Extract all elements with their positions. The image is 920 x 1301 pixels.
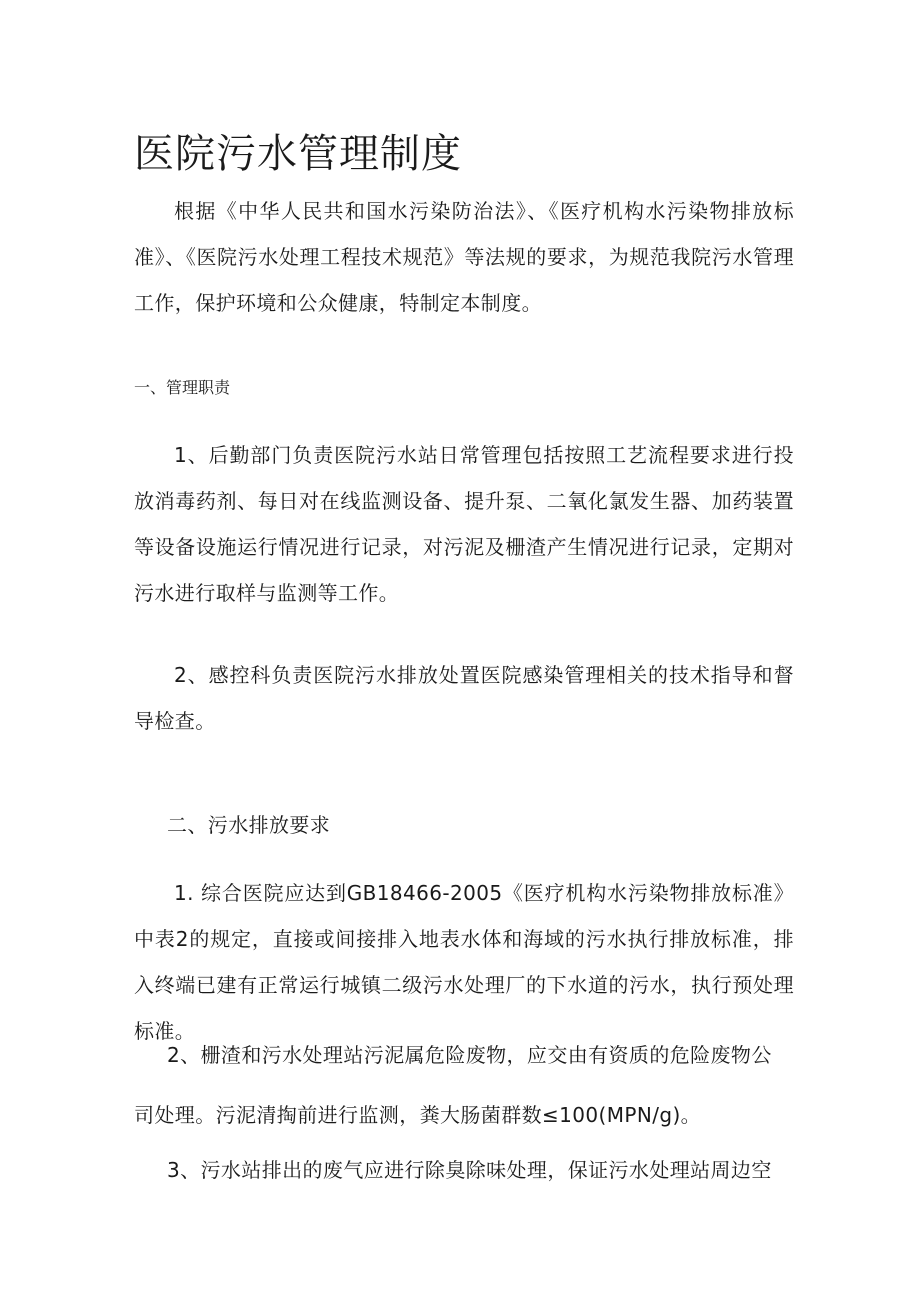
intro-paragraph: 根据《中华人民共和国水污染防治法》、《医疗机构水污染物排放标准》、《医院污水处理工程技术规范》等法规的要求，为规范我院污水管理工作，保护环境和公众健康，特制定本制度。 <box>134 199 794 315</box>
document-title: 医院污水管理制度 <box>134 131 462 177</box>
section2-item1: 1. 综合医院应达到GB18466-2005《医疗机构水污染物排放标准》中表2的规定，直接或间接排入地表水体和海域的污水执行排放标准，排入终端已建有正常运行城镇二级污水处理厂的下水道的污水，执行预处理标准。 <box>134 881 794 1043</box>
section1-item1: 1、后勤部门负责医院污水站日常管理包括按照工艺流程要求进行投放消毒药剂、每日对在线监测设备、提升泵、二氧化氯发生器、加药装置等设备设施运行情况进行记录，对污泥及栅渣产生情况进行记录，定期对污水进行取样与监测等工作。 <box>134 443 794 605</box>
section2-item2-line2: 司处理。污泥清掏前进行监测，粪大肠菌群数≤100(MPN/g)。 <box>134 1103 702 1127</box>
section2-heading: 二、污水排放要求 <box>167 813 331 837</box>
section2-item3-line1: 3、污水站排出的废气应进行除臭除味处理，保证污水处理站周边空 <box>167 1158 772 1182</box>
section1-item2: 2、感控科负责医院污水排放处置医院感染管理相关的技术指导和督导检查。 <box>134 663 794 733</box>
section2-item2-line1: 2、栅渣和污水处理站污泥属危险废物，应交由有资质的危险废物公 <box>167 1043 772 1067</box>
section1-heading: 一、管理职责 <box>134 378 231 397</box>
